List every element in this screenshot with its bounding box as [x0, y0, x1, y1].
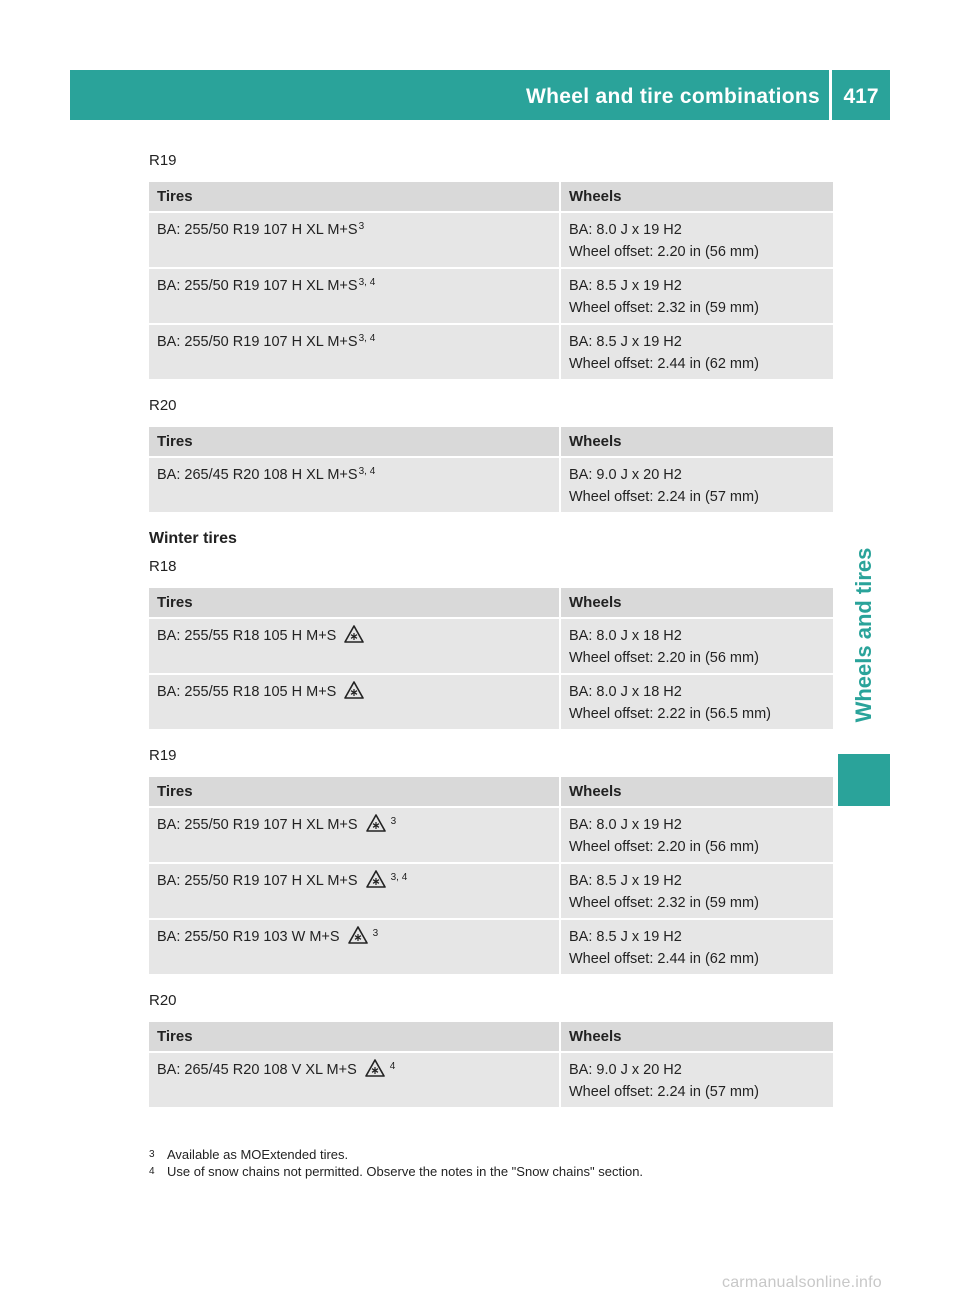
wheel-offset: Wheel offset: 2.20 in (56 mm) [569, 244, 759, 260]
tire-cell [149, 268, 560, 324]
wheel-cell [560, 863, 833, 919]
table-header-row [149, 777, 833, 807]
column-header-tires: Tires [149, 1022, 560, 1052]
tire-tables [149, 142, 833, 1125]
table-row [149, 618, 833, 674]
column-header-tires: Tires [149, 427, 560, 457]
wheel-offset: Wheel offset: 2.44 in (62 mm) [569, 951, 759, 967]
wheel-offset: Wheel offset: 2.20 in (56 mm) [569, 839, 759, 855]
footnote-number: 3 [149, 1149, 155, 1160]
footnote-ref: 3, 4 [358, 333, 376, 344]
column-header-wheels: Wheels [560, 777, 833, 807]
tire-cell [149, 457, 560, 512]
header-title: Wheel and tire combinations [526, 85, 820, 108]
footnote-number: 4 [149, 1166, 155, 1177]
wheel-spec: BA: 8.0 J x 19 H2 [569, 222, 682, 238]
column-header-wheels: Wheels [560, 588, 833, 618]
tire-cell [149, 1052, 560, 1107]
footnote-ref: 3, 4 [358, 277, 376, 288]
rim-size-heading: R19 [149, 152, 177, 169]
side-tab-label: Wheels and tires [851, 547, 876, 723]
table-header-row [149, 182, 833, 212]
tire-spec: BA: 255/50 R19 107 H XL M+S [157, 817, 358, 833]
tire-wheel-table [149, 777, 833, 974]
column-header-tires: Tires [149, 777, 560, 807]
wheel-offset: Wheel offset: 2.20 in (56 mm) [569, 650, 759, 666]
table-row [149, 324, 833, 379]
tire-spec: BA: 255/55 R18 105 H M+S [157, 684, 337, 700]
rim-size-heading: R20 [149, 992, 177, 1009]
wheel-cell [560, 618, 833, 674]
column-header-wheels: Wheels [560, 427, 833, 457]
rim-size-heading: R18 [149, 558, 177, 575]
tire-cell [149, 807, 560, 863]
tire-spec: BA: 265/45 R20 108 V XL M+S [157, 1062, 357, 1078]
footnote-ref: 3, 4 [390, 872, 408, 883]
snowflake-mountain-icon [366, 870, 386, 888]
table-row [149, 674, 833, 729]
tire-cell [149, 618, 560, 674]
rim-size-heading: R19 [149, 747, 177, 764]
wheel-cell [560, 268, 833, 324]
column-header-wheels: Wheels [560, 182, 833, 212]
footnote-ref: 3, 4 [358, 466, 376, 477]
table-row [149, 212, 833, 268]
table-row [149, 807, 833, 863]
tire-wheel-table [149, 427, 833, 512]
tire-spec: BA: 255/50 R19 103 W M+S [157, 929, 340, 945]
snowflake-mountain-icon [344, 681, 364, 699]
wheel-cell [560, 1052, 833, 1107]
tire-spec: BA: 255/50 R19 107 H XL M+S [157, 278, 358, 294]
footnote-ref: 3 [390, 816, 397, 827]
wheel-spec: BA: 8.5 J x 19 H2 [569, 278, 682, 294]
tire-spec: BA: 265/45 R20 108 H XL M+S [157, 467, 358, 483]
wheel-spec: BA: 8.0 J x 19 H2 [569, 817, 682, 833]
wheel-cell [560, 457, 833, 512]
footnotes [149, 1146, 643, 1180]
footnote-ref: 4 [389, 1061, 396, 1072]
wheel-spec: BA: 8.5 J x 19 H2 [569, 929, 682, 945]
side-tab [838, 520, 890, 750]
footnote-ref: 3 [372, 928, 379, 939]
wheel-offset: Wheel offset: 2.32 in (59 mm) [569, 300, 759, 316]
tire-spec: BA: 255/50 R19 107 H XL M+S [157, 222, 358, 238]
table-row [149, 1052, 833, 1107]
tire-wheel-table [149, 588, 833, 729]
snowflake-mountain-icon [348, 926, 368, 944]
wheel-spec: BA: 9.0 J x 20 H2 [569, 467, 682, 483]
page-number: 417 [843, 85, 879, 108]
wheel-cell [560, 807, 833, 863]
tire-cell [149, 212, 560, 268]
table-header-row [149, 588, 833, 618]
footnote-text: Use of snow chains not permitted. Observe the notes in the "Snow chains" section. [167, 1164, 644, 1179]
tire-cell [149, 919, 560, 974]
wheel-cell [560, 674, 833, 729]
footnote-ref: 3 [358, 221, 365, 232]
wheel-offset: Wheel offset: 2.24 in (57 mm) [569, 1084, 759, 1100]
footnote-text: Available as MOExtended tires. [167, 1147, 349, 1162]
footnote [149, 1163, 643, 1180]
table-row [149, 457, 833, 512]
wheel-spec: BA: 8.5 J x 19 H2 [569, 334, 682, 350]
table-row [149, 863, 833, 919]
column-header-tires: Tires [149, 588, 560, 618]
tire-cell [149, 863, 560, 919]
watermark: carmanualsonline.info [722, 1274, 882, 1291]
column-header-wheels: Wheels [560, 1022, 833, 1052]
table-header-row [149, 427, 833, 457]
table-row [149, 268, 833, 324]
tire-wheel-table [149, 1022, 833, 1107]
group-heading: Winter tires [149, 530, 237, 547]
snowflake-mountain-icon [344, 625, 364, 643]
wheel-spec: BA: 8.5 J x 19 H2 [569, 873, 682, 889]
tire-cell [149, 674, 560, 729]
wheel-offset: Wheel offset: 2.32 in (59 mm) [569, 895, 759, 911]
wheel-offset: Wheel offset: 2.24 in (57 mm) [569, 489, 759, 505]
wheel-spec: BA: 8.0 J x 18 H2 [569, 628, 682, 644]
tire-spec: BA: 255/50 R19 107 H XL M+S [157, 334, 358, 350]
tire-cell [149, 324, 560, 379]
table-row [149, 919, 833, 974]
tire-wheel-table [149, 182, 833, 379]
page-header [70, 70, 890, 120]
tire-spec: BA: 255/55 R18 105 H M+S [157, 628, 337, 644]
footnote [149, 1146, 643, 1163]
column-header-tires: Tires [149, 182, 560, 212]
wheel-cell [560, 324, 833, 379]
wheel-cell [560, 212, 833, 268]
snowflake-mountain-icon [366, 814, 386, 832]
tire-spec: BA: 255/50 R19 107 H XL M+S [157, 873, 358, 889]
side-tab-marker [838, 754, 890, 806]
snowflake-mountain-icon [365, 1059, 385, 1077]
table-header-row [149, 1022, 833, 1052]
wheel-offset: Wheel offset: 2.22 in (56.5 mm) [569, 706, 772, 722]
rim-size-heading: R20 [149, 397, 177, 414]
wheel-offset: Wheel offset: 2.44 in (62 mm) [569, 356, 759, 372]
wheel-spec: BA: 9.0 J x 20 H2 [569, 1062, 682, 1078]
wheel-cell [560, 919, 833, 974]
wheel-spec: BA: 8.0 J x 18 H2 [569, 684, 682, 700]
